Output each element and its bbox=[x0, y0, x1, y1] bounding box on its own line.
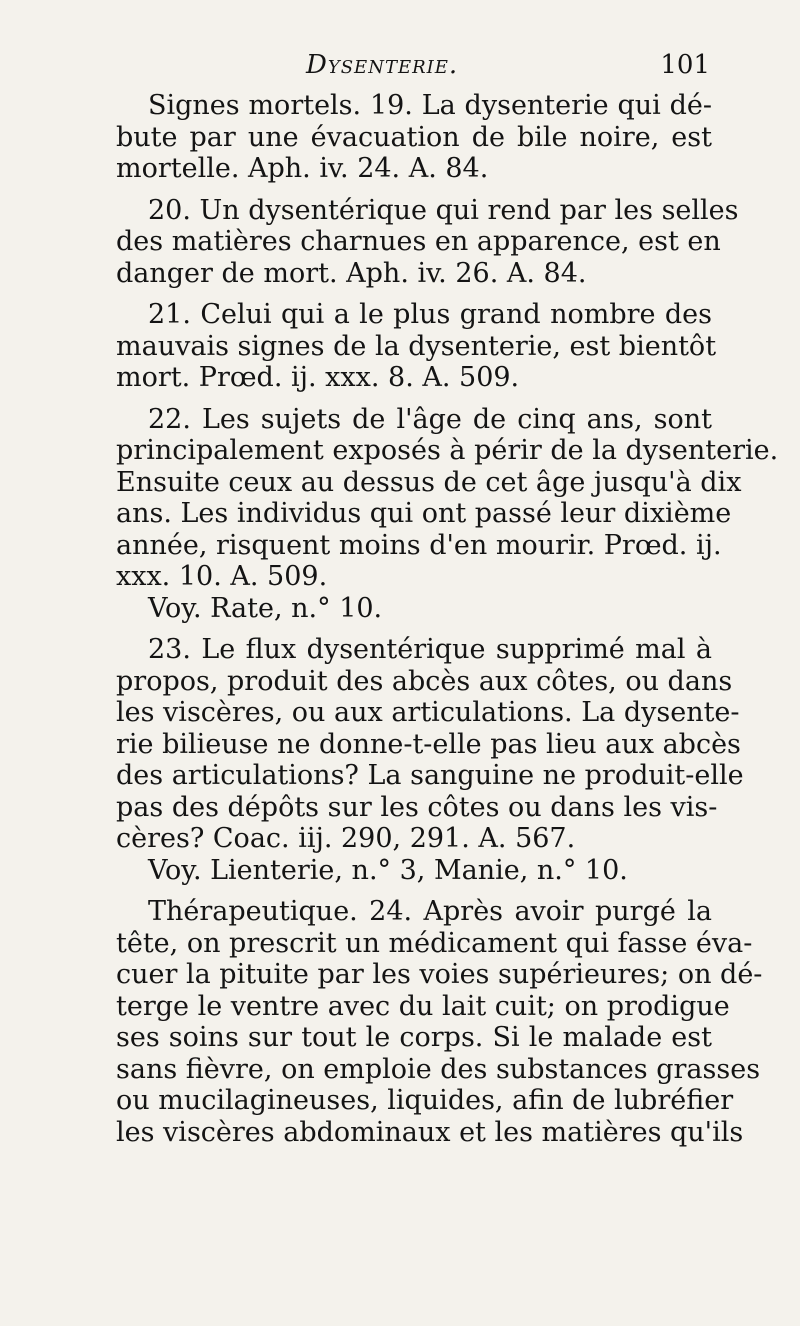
text-line: année, risquent moins d'en mourir. Prœd. ij. bbox=[116, 529, 722, 561]
text-line: sans fièvre, on emploie des substances grasses bbox=[116, 1053, 761, 1085]
text-line: pas des dépôts sur les côtes ou dans les vis- bbox=[116, 791, 718, 823]
text-line: Voy. Lienterie, n.° 3, Manie, n.° 10. bbox=[148, 854, 628, 886]
text-line: terge le ventre avec du lait cuit; on prodigue bbox=[116, 990, 730, 1022]
text-line: Thérapeutique. 24. Après avoir purgé la bbox=[148, 896, 712, 927]
text-line: ses soins sur tout le corps. Si le malade est bbox=[116, 1022, 712, 1053]
text-line: des articulations? La sanguine ne produit-elle bbox=[116, 760, 744, 791]
text-line: les viscères, ou aux articulations. La dysente- bbox=[116, 697, 740, 728]
text-line: mort. Prœd. ij. xxx. 8. A. 509. bbox=[116, 362, 520, 393]
text-line: mauvais signes de la dysenterie, est bientôt bbox=[116, 330, 717, 362]
body-text bbox=[116, 90, 779, 1148]
paragraph-gap bbox=[116, 185, 712, 195]
text-line: ou mucilagineuses, liquides, afin de lubréfier bbox=[116, 1085, 734, 1116]
text-line: xxx. 10. A. 509. bbox=[116, 561, 328, 592]
text-line: tête, on prescrit un médicament qui fasse éva- bbox=[116, 927, 753, 959]
text-line: Ensuite ceux au dessus de cet âge jusqu'à dix bbox=[116, 466, 742, 498]
text-line: rie bilieuse ne donne-t-elle pas lieu aux abcès bbox=[116, 728, 741, 760]
text-line: Voy. Rate, n.° 10. bbox=[148, 592, 383, 624]
text-line: des matières charnues en apparence, est en bbox=[116, 226, 721, 257]
paragraph-gap bbox=[116, 394, 712, 404]
paragraph-gap bbox=[116, 624, 712, 634]
text-line: Signes mortels. 19. La dysenterie qui dé- bbox=[148, 90, 712, 121]
text-line: 22. Les sujets de l'âge de cinq ans, sont bbox=[148, 403, 712, 435]
text-line: danger de mort. Aph. iv. 26. A. 84. bbox=[116, 257, 587, 289]
text-line: 20. Un dysentérique qui rend par les selles bbox=[148, 194, 739, 226]
text-line: bute par une évacuation de bile noire, est bbox=[116, 121, 712, 153]
text-line: propos, produit des abcès aux côtes, ou dans bbox=[116, 665, 733, 697]
text-line: cuer la pituite par les voies supérieures; on dé- bbox=[116, 959, 763, 990]
text-line: 21. Celui qui a le plus grand nombre des bbox=[148, 299, 712, 330]
text-line: ans. Les individus qui ont passé leur dixième bbox=[116, 498, 732, 529]
text-line: les viscères abdominaux et les matières qu'ils bbox=[116, 1116, 744, 1148]
text-line: principalement exposés à périr de la dysenterie. bbox=[116, 435, 779, 466]
running-title: Dysenterie. bbox=[306, 50, 459, 80]
page-header bbox=[116, 50, 712, 90]
paragraph-gap bbox=[116, 289, 712, 299]
text-line: mortelle. Aph. iv. 24. A. 84. bbox=[116, 153, 489, 184]
paragraph-gap bbox=[116, 886, 712, 896]
text-line: 23. Le flux dysentérique supprimé mal à bbox=[148, 634, 712, 665]
page-number: 101 bbox=[660, 50, 710, 80]
text-line: cères? Coac. iij. 290, 291. A. 567. bbox=[116, 823, 576, 854]
